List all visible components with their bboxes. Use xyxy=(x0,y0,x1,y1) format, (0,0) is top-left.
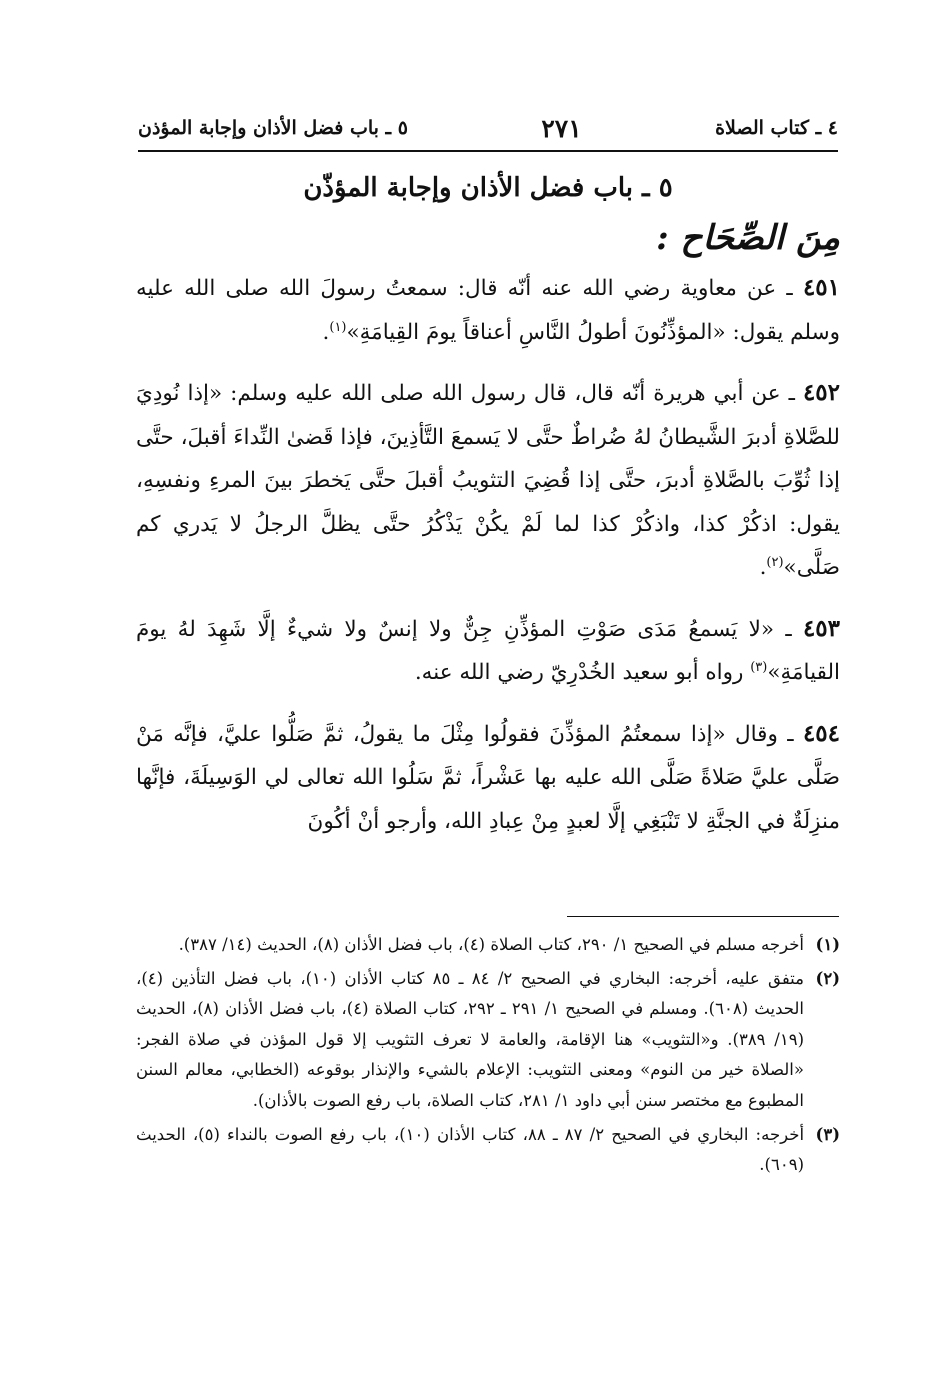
footnote-ref: (١) xyxy=(329,319,347,335)
running-header xyxy=(138,108,838,148)
footnote-mark: (٢) xyxy=(815,968,840,988)
footnote xyxy=(136,1120,840,1181)
section-label: مِنَ الصِّحَاح : xyxy=(656,218,840,258)
footnote-text: أخرجه: البخاري في الصحيح ٢/ ٨٧ ـ ٨٨، كتاب الأذان (١٠)، باب رفع الصوت بالنداء (٥)، الحديث (٦٠٩). xyxy=(136,1124,805,1175)
hadith-number: ٤٥٤ xyxy=(802,719,840,747)
footnote-mark: (٣) xyxy=(815,1124,840,1144)
hadith-number: ٤٥٢ xyxy=(802,379,840,406)
hadith-tail: . xyxy=(322,319,330,345)
hadith-tail: . xyxy=(759,555,767,580)
hadith-paragraph xyxy=(136,371,840,590)
footnote-ref: (٣) xyxy=(750,659,768,675)
hadith-text: ـ عن معاوية رضي الله عنه أنّه قال: سمعتُ رسولَ الله صلى الله عليه وسلم يقول: «المؤذِّنُونَ أطولُ النَّاسِ أعناقاً يومَ القِيامَةِ» xyxy=(136,276,840,345)
hadith-text: ـ «لا يَسمعُ مَدَى صَوْتِ المؤذِّنِ جِنٌّ ولا إنسٌ ولا شيءٌ إلَّا شَهِدَ لهُ يومَ القيامَةِ» xyxy=(136,616,840,685)
footnote-text: أخرجه مسلم في الصحيح ١/ ٢٩٠، كتاب الصلاة (٤)، باب فضل الأذان (٨)، الحديث (١٤/ ٣٨٧). xyxy=(178,935,804,954)
hadith-paragraph xyxy=(136,607,840,695)
page-number: ٢٧١ xyxy=(541,113,582,143)
header-rule xyxy=(138,150,838,152)
hadith-body xyxy=(136,266,840,860)
footnote-ref: (٢) xyxy=(766,554,784,570)
hadith-text: ـ عن أبي هريرة أنّه قال، قال رسول الله صلى الله عليه وسلم: «إذا نُودِيَ للصَّلاةِ أدبرَ الشَّيطانُ لهُ ضُراطٌ حتَّى لا يَسمعَ التَّأذِينَ، فإذا قَضىٰ النِّداءَ أقبلَ، حتَّى إذا ثُوِّبَ بالصَّلاةِ أدبرَ، حتَّى إذا قُضِيَ التثويبُ أقبلَ حتَّى يَخطرَ بينَ المرءِ ونفسِهِ، يقول: اذكُرْ كذا، واذكُرْ كذا لما لَمْ يكُنْ يَذْكُرُ حتَّى يظلَّ الرجلُ لا يَدري كم صَلَّى» xyxy=(136,381,840,580)
header-book-title: ٤ ـ كتاب الصلاة xyxy=(715,117,838,139)
hadith-paragraph xyxy=(136,266,840,354)
footnote-rule xyxy=(567,916,839,917)
hadith-tail: رواه أبو سعيد الخُدْرِيّ رضي الله عنه. xyxy=(414,660,751,685)
hadith-text: ـ وقال «إذا سمعتُمُ المؤذِّنَ فقولُوا مِثْلَ ما يقولُ، ثمَّ صَلُّوا عليَّ، فإنَّه مَنْ صَلَّى عليَّ صَلاةً صَلَّى الله عليه بها عَشْراً، ثمَّ سَلُوا الله تعالى لي الوَسِيلَةَ، فإنَّها منزِلَةٌ في الجنَّةِ لا تَنْبَغِي إلَّا لعبدٍ مِنْ عِبادِ الله، وأرجو أنْ أكُونَ xyxy=(136,721,840,834)
hadith-paragraph xyxy=(136,712,840,844)
footnotes xyxy=(136,930,840,1184)
footnote-mark: (١) xyxy=(815,935,840,954)
header-chapter-title: ٥ ـ باب فضل الأذان وإجابة المؤذن xyxy=(138,117,408,139)
hadith-number: ٤٥١ xyxy=(802,274,840,301)
footnote xyxy=(136,930,840,961)
footnote xyxy=(136,964,840,1117)
chapter-title: ٥ ـ باب فضل الأذان وإجابة المؤذّن xyxy=(303,173,673,203)
hadith-number: ٤٥٣ xyxy=(802,614,841,642)
footnote-text: متفق عليه، أخرجه: البخاري في الصحيح ٢/ ٨٤ ـ ٨٥ كتاب الأذان (١٠)، باب فضل التأذين (٤)، الحديث (٦٠٨). ومسلم في الصحيح ١/ ٢٩١ ـ ٢٩٢، كتاب الصلاة (٤)، باب فضل الأذان (٨)، الحديث (١٩/ ٣٨٩). و«التثويب» هنا الإقامة، والعامة لا تعرف التثويب إلا قول المؤذن في صلاة الفجر: «الصلاة خير من النوم» ومعنى التثويب: الإعلام بالشيء والإنذار بوقوعه (الخطابي، معالم السنن المطبوع مع مختصر سنن أبي داود ١/ ٢٨١، كتاب الصلاة، باب رفع الصوت بالأذان). xyxy=(136,968,805,1110)
